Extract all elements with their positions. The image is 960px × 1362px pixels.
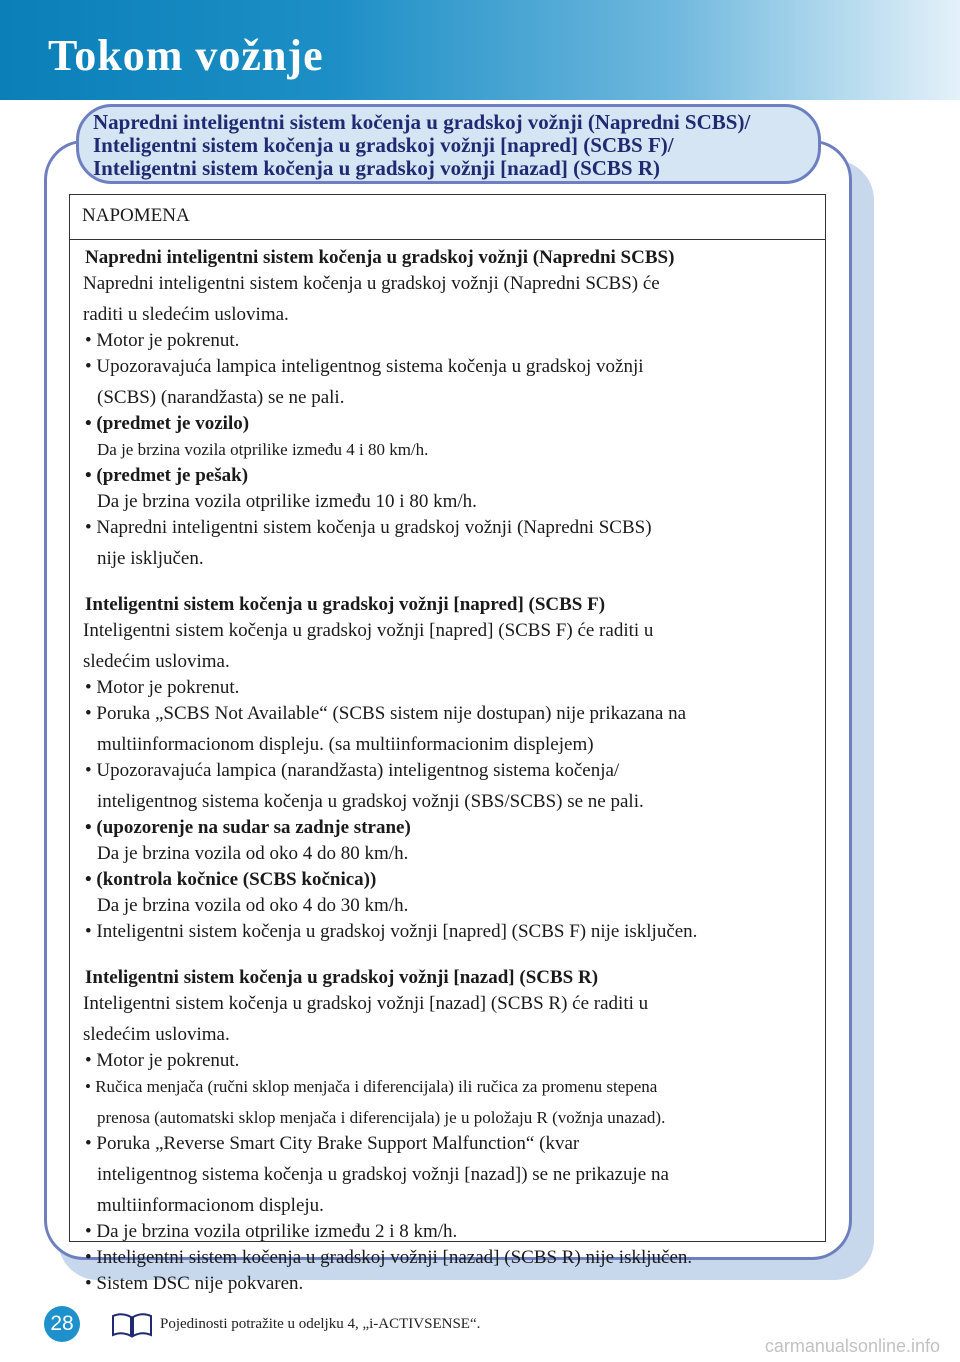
list-item: • Poruka „SCBS Not Available“ (SCBS sistem nije dostupan) nije prikazana na	[85, 703, 687, 724]
list-item: • Ručica menjača (ručni sklop menjača i diferencijala) ili ručica za promenu stepena	[85, 1077, 658, 1096]
list-item: • Napredni inteligentni sistem kočenja u gradskoj vožnji (Napredni SCBS)	[85, 517, 652, 538]
section-title-scbs-f: Inteligentni sistem kočenja u gradskoj vožnji [napred] (SCBS F)	[85, 594, 606, 615]
book-icon	[110, 1312, 154, 1338]
list-item-detail: Da je brzina vozila od oko 4 do 30 km/h.	[97, 895, 409, 916]
list-item-detail: Da je brzina vozila od oko 4 do 80 km/h.	[97, 843, 409, 864]
section-title-advanced-scbs: Napredni inteligentni sistem kočenja u gradskoj vožnji (Napredni SCBS)	[85, 247, 675, 268]
list-item-detail: Da je brzina vozila otprilike između 4 i 80 km/h.	[97, 440, 429, 459]
list-item-heading: • (upozorenje na sudar sa zadnje strane)	[85, 817, 411, 838]
list-item: • Poruka „Reverse Smart City Brake Support Malfunction“ (kvar	[85, 1133, 580, 1154]
list-item: • Inteligentni sistem kočenja u gradskoj vožnji [napred] (SCBS F) nije isključen.	[85, 921, 698, 942]
section-banner	[76, 104, 821, 184]
list-item: • Inteligentni sistem kočenja u gradskoj vožnji [nazad] (SCBS R) nije isključen.	[85, 1247, 693, 1268]
banner-line: Inteligentni sistem kočenja u gradskoj vožnji [napred] (SCBS F)/	[93, 133, 674, 157]
note-content	[80, 245, 822, 1297]
list-item: • Sistem DSC nije pokvaren.	[85, 1273, 304, 1294]
paragraph: Inteligentni sistem kočenja u gradskoj vožnji [nazad] (SCBS R) će raditi u	[83, 993, 649, 1014]
list-item-continued: (SCBS) (narandžasta) se ne pali.	[97, 387, 345, 408]
list-item: • Upozoravajuća lampica (narandžasta) inteligentnog sistema kočenja/	[85, 760, 620, 781]
list-item-continued: nije isključen.	[97, 548, 204, 569]
paragraph: Inteligentni sistem kočenja u gradskoj vožnji [napred] (SCBS F) će raditi u	[83, 620, 654, 641]
list-item-heading: • (predmet je vozilo)	[85, 413, 250, 434]
list-item-heading: • (predmet je pešak)	[85, 465, 249, 486]
list-item-heading: • (kontrola kočnice (SCBS kočnica))	[85, 869, 377, 890]
banner-line: Napredni inteligentni sistem kočenja u gradskoj vožnji (Napredni SCBS)/	[93, 110, 751, 134]
paragraph: sledećim uslovima.	[83, 1024, 230, 1045]
list-item: • Motor je pokrenut.	[85, 330, 240, 351]
paragraph: sledećim uslovima.	[83, 651, 230, 672]
list-item-continued: multiinformacionom displeju.	[97, 1195, 324, 1216]
banner-line: Inteligentni sistem kočenja u gradskoj vožnji [nazad] (SCBS R)	[93, 156, 661, 180]
paragraph: Napredni inteligentni sistem kočenja u gradskoj vožnji (Napredni SCBS) će	[83, 273, 660, 294]
header-bar	[0, 0, 960, 100]
watermark: carmanualsonline.info	[764, 1336, 940, 1356]
list-item: • Upozoravajuća lampica inteligentnog sistema kočenja u gradskoj vožnji	[85, 356, 644, 377]
note-heading: NAPOMENA	[70, 195, 825, 240]
list-item-continued: prenosa (automatski sklop menjača i diferencijala) je u položaju R (vožnja unazad).	[97, 1108, 666, 1127]
page-number-badge: 28	[44, 1306, 80, 1342]
reference-note: Pojedinosti potražite u odeljku 4, „i-ACTIVSENSE“.	[160, 1316, 481, 1332]
list-item: • Motor je pokrenut.	[85, 1050, 240, 1071]
list-item-detail: Da je brzina vozila otprilike između 10 i 80 km/h.	[97, 491, 477, 512]
paragraph: raditi u sledećim uslovima.	[83, 304, 289, 325]
page-title: Tokom vožnje	[48, 31, 324, 80]
list-item-continued: inteligentnog sistema kočenja u gradskoj vožnji (SBS/SCBS) se ne pali.	[97, 791, 644, 812]
note-box	[69, 194, 826, 1294]
list-item: • Da je brzina vozila otprilike između 2 i 8 km/h.	[85, 1221, 458, 1242]
section-title-scbs-r: Inteligentni sistem kočenja u gradskoj vožnji [nazad] (SCBS R)	[85, 967, 599, 988]
list-item: • Motor je pokrenut.	[85, 677, 240, 698]
list-item-continued: inteligentnog sistema kočenja u gradskoj vožnji [nazad]) se ne prikazuje na	[97, 1164, 669, 1185]
list-item-continued: multiinformacionom displeju. (sa multiinformacionim displejem)	[97, 734, 594, 755]
